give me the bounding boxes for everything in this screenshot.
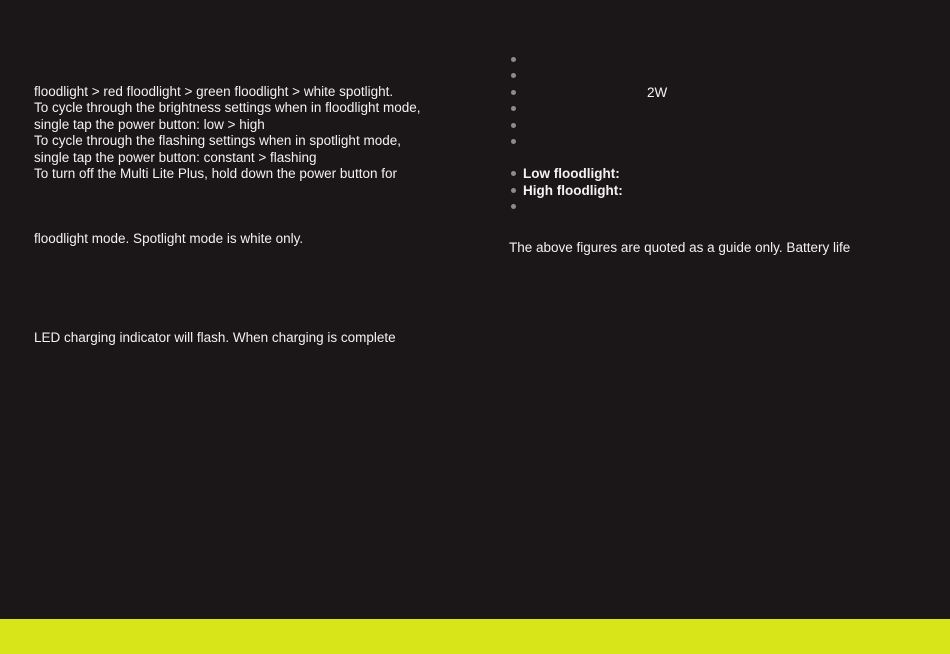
spacer — [509, 150, 929, 166]
bullet-icon — [511, 90, 516, 95]
instruction-line: To cycle through the brightness settings when in floodlight mode, — [34, 100, 421, 116]
colour-mode-note: floodlight mode. Spotlight mode is white only. — [34, 231, 304, 247]
instruction-line: To cycle through the flashing settings when in spotlight mode, — [34, 133, 401, 149]
spec-value: 2W — [647, 84, 668, 100]
battery-life-label: Low floodlight: — [523, 166, 620, 182]
spec-item — [509, 68, 929, 84]
spec-item — [509, 101, 929, 117]
bullet-icon — [511, 139, 516, 144]
bullet-icon — [511, 171, 516, 176]
instruction-line: single tap the power button: constant > flashing — [34, 149, 317, 165]
bullet-icon — [511, 204, 516, 209]
bullet-icon — [511, 188, 516, 193]
instruction-line: single tap the power button: low > high — [34, 116, 265, 132]
spec-item — [509, 118, 929, 134]
spacer — [34, 248, 474, 330]
bullet-icon — [511, 73, 516, 78]
battery-life-item — [509, 166, 929, 182]
battery-life-item — [509, 183, 929, 199]
spacer — [34, 182, 474, 231]
charging-note: LED charging indicator will flash. When charging is complete — [34, 329, 396, 345]
instruction-line: To turn off the Multi Lite Plus, hold down the power button for — [34, 166, 397, 182]
accent-footer-band — [0, 619, 950, 654]
battery-life-label: High floodlight: — [523, 182, 623, 198]
instruction-line: floodlight > red floodlight > green floodlight > white spotlight. — [34, 84, 394, 99]
spec-item — [509, 52, 929, 68]
operation-instructions — [34, 84, 474, 346]
spec-list — [509, 52, 929, 150]
bullet-icon — [511, 57, 516, 62]
bullet-icon — [511, 123, 516, 128]
spec-item — [509, 85, 929, 101]
bullet-icon — [511, 106, 516, 111]
spec-item — [509, 134, 929, 150]
battery-life-item — [509, 199, 929, 215]
specifications — [509, 52, 929, 256]
battery-life-list — [509, 166, 929, 215]
battery-guide-note: The above figures are quoted as a guide only. Battery life — [509, 239, 851, 255]
